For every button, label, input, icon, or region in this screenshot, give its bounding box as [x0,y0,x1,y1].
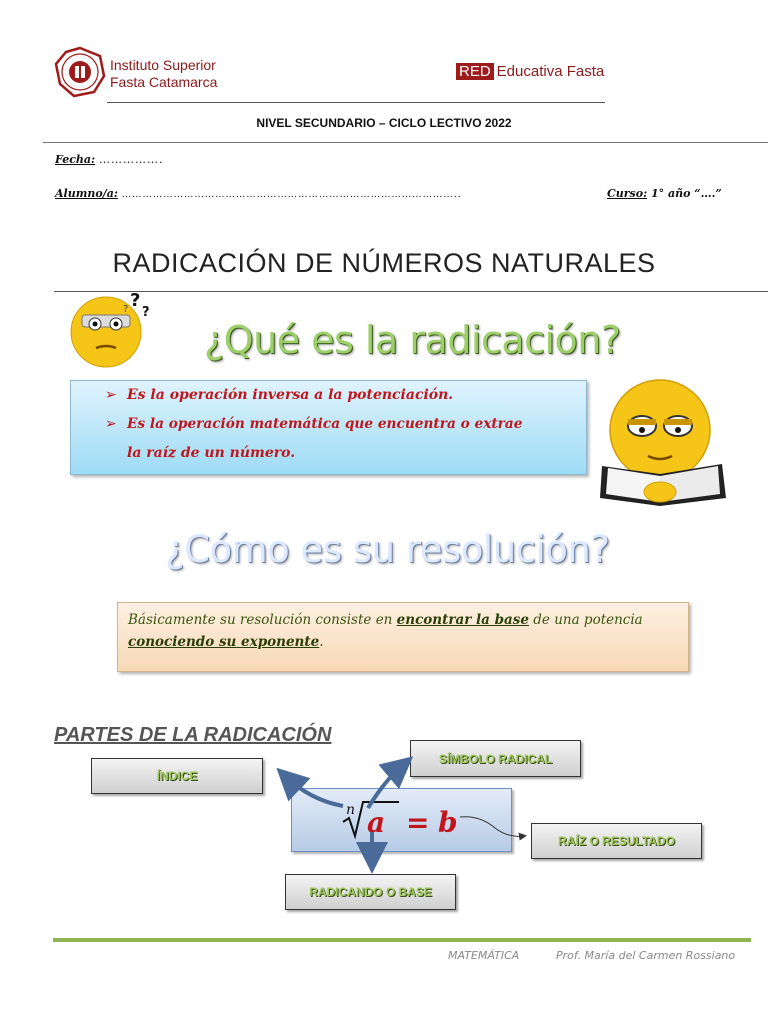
definition-item-2: Es la operación matemática que encuentra o extrae [127,416,523,432]
formula-equals: = [406,806,430,839]
part-simbolo-label: SÍMBOLO RADICAL [438,751,553,766]
arrow-bullet-icon: ➢ [105,416,117,432]
institution-name-line2: Fasta Catamarca [110,74,218,90]
question-how-heading: ¿Cómo es su resolución? [165,528,610,571]
alumno-blank: …………………………………………………………………………………….. [121,189,462,200]
arrow-to-indice [285,776,343,806]
curso-value: 1° año “….” [650,187,722,200]
parts-heading: PARTES DE LA RADICACIÓN [54,724,332,746]
fecha-blank: ……………. [98,153,164,166]
page-title: RADICACIÓN DE NÚMEROS NATURALES [112,248,656,278]
red-badge: RED [456,63,494,80]
formula-result: b [438,806,458,839]
alumno-label: Alumno/a: [55,187,118,200]
footer-teacher: Prof. María del Carmen Rossiano [556,949,736,962]
part-raiz-label: RAÍZ O RESULTADO [558,834,675,848]
svg-text:?: ? [142,305,150,320]
arrow-bullet-icon: ➢ [105,387,117,403]
arrow-to-simbolo [368,764,404,808]
resolution-emphasis-exponent: conociendo su exponente [128,634,320,650]
definition-item-1: Es la operación inversa a la potenciación. [127,387,454,403]
resolution-text-1: Básicamente su resolución consiste en [128,612,397,628]
resolution-emphasis-base: encontrar la base [396,612,529,628]
question-what-is-heading: ¿Qué es la radicación? [204,318,621,362]
institution-name-line1: Instituto Superior [110,57,216,73]
red-name: Educativa Fasta [496,63,605,80]
resolution-text-2: de una potencia [528,612,643,628]
svg-text:?: ? [123,304,129,315]
part-indice-label: ÍNDICE [156,769,198,783]
school-level: NIVEL SECUNDARIO – CICLO LECTIVO 2022 [256,116,512,130]
svg-text:?: ? [130,290,141,311]
formula-index: n [346,802,356,818]
footer-divider [53,938,751,942]
curso-label: Curso: [607,187,648,200]
resolution-text-3: . [319,634,324,650]
formula-radicand: a [367,806,386,839]
arrow-to-raiz [460,817,524,837]
part-radicando-label: RADICANDO O BASE [309,885,432,899]
footer-subject: MATEMÁTICA [448,949,520,962]
fecha-label: Fecha: [55,153,96,166]
definition-item-2-continued: la raíz de un número. [127,445,296,461]
